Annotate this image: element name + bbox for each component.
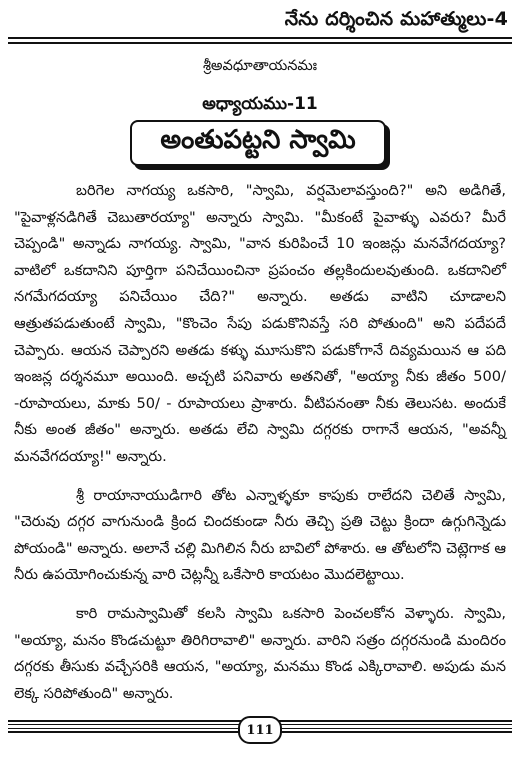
body-text bbox=[14, 178, 506, 707]
paragraph-text: శ్రీ రాయానాయుడిగారి తోట ఎన్నాళ్ళకూ కాపుకు రాలేదని చెలితే స్వామి, "చెరువు దగ్గర వాగునుండి క్రింద చిందకుండా నీరు తెచ్చి ప్రతి చెట్టు క్రిందా ఉగ్గుగిన్నెడు పోయండి" అన్నారు. అలానే చల్లి మిగిలిన నీరు బావిలో పోశారు. ఆ తోటలోని చెట్లెగాక ఆ నీరు ఉపయోగించుకున్న వారి చెట్లన్నీ ఒకేసారి కాయటం మొదలెట్టాయి. bbox=[14, 486, 506, 584]
paragraph-text: కారి రామస్వామితో కలసి స్వామి ఒకసారి పెంచలకోన వెళ్ళారు. స్వామి, "అయ్యా, మనం కొండచుట్టూ తిరిగిరావాలి" అన్నారు. వారిని సత్రం దగ్గరనుండి మందిరం దగ్గరకు తీసుకు వచ్చేసరికి ఆయన, "అయ్యా, మనము కొండ ఎక్కిరావాలి. అపుడు మన లెక్క సరిపోతుంది" అన్నారు. bbox=[14, 604, 506, 702]
chapter-title: అంతుపట్టని స్వామి bbox=[130, 120, 386, 166]
book-title: నేను దర్శించిన మహాత్ములు-4 bbox=[284, 8, 508, 30]
paragraph-text: బరిగెల నాగయ్య ఒకసారి, "స్వామి, వర్షమెలావస్తుంది?" అని అడిగితే, "పైవాళ్లనడిగితే చెబుతారయ్యా" అన్నారు స్వామి. "మీకంటే పైవాళ్ళు ఎవరు? మీరే చెప్పండి" అన్నాడు నాగయ్య. స్వామి, "వాన కురిపించే 10 ఇంజన్లు మనవేగదయ్యా? వాటిలో ఒకదానిని పూర్తిగా పనిచేయించినా ప్రపంచం తల్లకిందులవుతుంది. ఒకదానిలో నగమేగదయ్యా పనిచేయిం చేది?" అన్నారు. అతడు వాటిని చూడాలని ఆత్రుతపడుతుంటే స్వామి, "కొంచెం సేపు పడుకొనివస్తే సరి పోతుంది" అని పదేపదే చెప్పారు. ఆయన చెప్పారని అతడు కళ్ళు మూసుకొని పడుకోగానే దివ్యమయిన ఆ పది ఇంజన్ల దర్శనమూ అయింది. అచ్చటి పనివారు అతనితో, "అయ్యా నీకు జీతం 500/ -రూపాయలు, మాకు 50/ - రూపాయలు ప్రాశారు. వీటిపనంతా నీకు తెలుసట. అందుకే నీకు అంత జీతం" అన్నారు. అతడు లేచి స్వామి దగ్గరకు రాగానే ఆయన, "అవన్నీ మనవేగదయ్యా!" అన్నారు. bbox=[14, 182, 506, 465]
paragraph bbox=[14, 178, 506, 471]
paragraph bbox=[14, 601, 506, 707]
running-header bbox=[8, 6, 512, 46]
chapter-label: అధ్యాయము-11 bbox=[202, 94, 318, 114]
page-number: 111 bbox=[238, 716, 282, 744]
page-footer bbox=[8, 716, 512, 744]
header-rule bbox=[8, 37, 512, 44]
paragraph bbox=[14, 483, 506, 589]
invocation-line: శ్రీఅవధూతాయనమః bbox=[202, 58, 318, 74]
